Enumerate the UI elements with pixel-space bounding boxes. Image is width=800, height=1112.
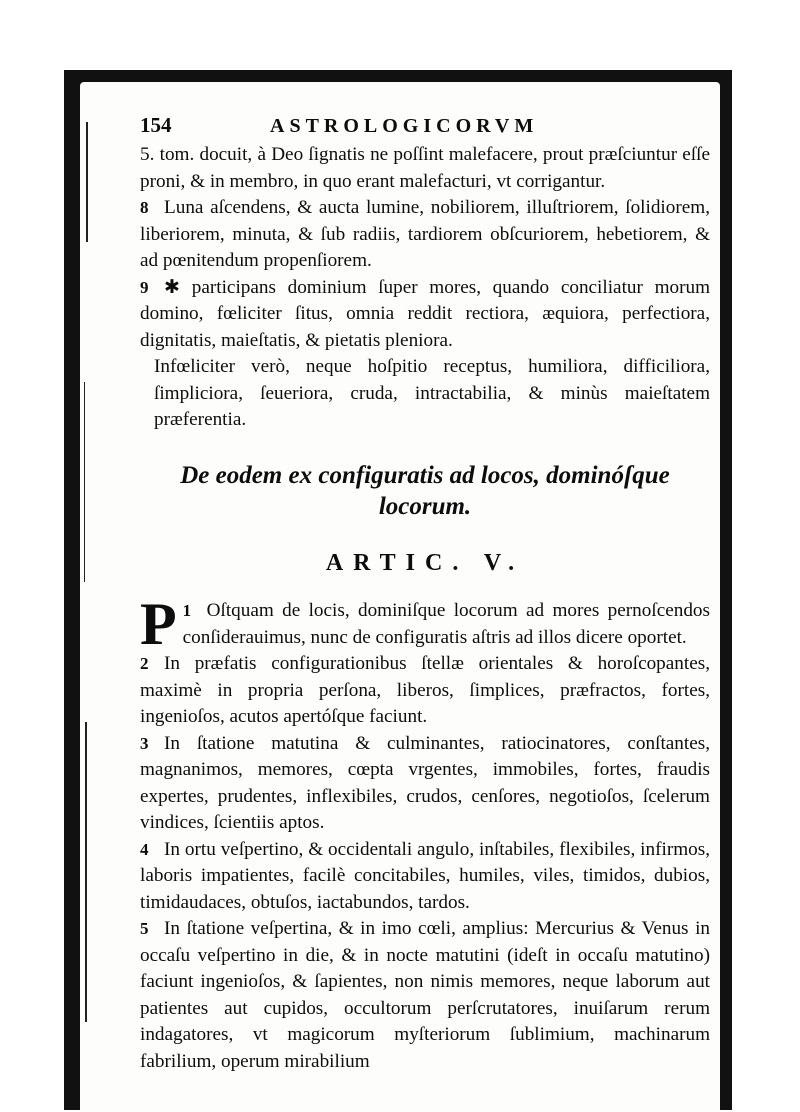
- page-content: [140, 112, 710, 1102]
- paragraph-text: In ſtatione matutina & culminantes, ratiocinatores, conſtantes, magnanimos, memores, cœpta vrgentes, immobiles, fortes, fraudis expertes, prudentes, inflexibiles, crudos, cenſores, negotioſos, ſcelerum vindices, ſcientiis aptos.: [140, 732, 710, 833]
- paragraph-number: 2: [140, 654, 149, 673]
- paragraph-number: 1: [182, 601, 192, 620]
- paragraph-text: Oſtquam de locis, dominiſque locorum ad mores pernoſcendos conſiderauimus, nunc de configuratis aſtris ad illos dicere oportet.: [182, 600, 710, 648]
- paragraph: [140, 354, 710, 434]
- paragraph-text: Infœliciter verò, neque hoſpitio receptus, humiliora, difficiliora, ſimpliciora, ſeueriora, cruda, intractabilia, & minùs maieſtatem præferentia.: [154, 356, 710, 430]
- paragraph: [140, 195, 710, 275]
- page-edge-shadow: [85, 722, 87, 1022]
- paragraph-text: In ſtatione veſpertina, & in imo cœli, amplius: Mercurius & Venus in occaſu veſpertino in die, & in nocte matutini (ideſt in occaſu matutino) faciunt ingenioſos, & ſapientes, non nimis memores, neque laborum aut patientes aut cupidos, occultorum perſcrutatores, inuiſarum rerum indagatores, vt magicorum myſteriorum ſublimium, machinarum fabrilium, operum mirabilium: [140, 918, 710, 1072]
- drop-capital: P: [140, 591, 177, 657]
- paragraph: [140, 142, 710, 195]
- running-header: [140, 112, 710, 142]
- paragraph-text: 5. tom. docuit, à Deo ſignatis ne poſſint malefacere, prout præſciuntur eſſe proni, & in membro, in quo erant malefacturi, vt corrigantur.: [140, 144, 710, 192]
- paragraph-text: ✱ participans dominium ſuper mores, quando conciliatur morum domino, fœliciter ſitus, omnia reddit rectiora, æquiora, perfectiora, dignitatis, maieſtatis, & pietatis pleniora.: [140, 276, 710, 351]
- paragraph: [140, 837, 710, 917]
- top-paragraphs: [140, 142, 710, 434]
- running-title: ASTROLOGICORVM: [270, 115, 539, 137]
- article-heading: ARTIC. V.: [325, 549, 525, 576]
- paragraph-number: 4: [140, 839, 149, 859]
- book-page: [80, 82, 720, 1112]
- paragraph-number: 8: [140, 198, 149, 217]
- paragraph-text: Luna aſcendens, & aucta lumine, nobiliorem, illuſtriorem, ſolidiorem, liberiorem, minuta, & ſub radiis, tardiorem obſcuriorem, hebetiorem, & ad pœnitendum propenſiorem.: [140, 197, 710, 271]
- section-title: De eodem ex configuratis ad locos, dominóſque locorum.: [180, 461, 670, 520]
- paragraph-text: In ortu veſpertino, & occidentali angulo, inſtabiles, flexibiles, infirmos, laboris impatientes, facilè concitabiles, humiles, viles, timidos, dubios, timidaudaces, obtuſos, iactabundos, tardos.: [140, 838, 710, 913]
- paragraph: [140, 651, 710, 731]
- page-edge-shadow: [84, 382, 85, 582]
- paragraph-text: In præfatis configurationibus ſtellæ orientales & horoſcopantes, maximè in propria perſona, liberos, ſimplices, præfractos, fortes, ingenioſos, acutos apertóſque faciunt.: [140, 653, 710, 727]
- paragraph-number: 5: [140, 919, 149, 938]
- first-paragraph: [140, 591, 710, 657]
- ink-speck: [68, 982, 73, 987]
- paragraph: [140, 731, 710, 837]
- paragraph: [140, 916, 710, 1075]
- paragraph-number: 9: [140, 277, 149, 297]
- paragraph-number: 3: [140, 733, 149, 753]
- paragraph: [140, 275, 710, 355]
- page-number: 154: [140, 113, 172, 137]
- page-edge-shadow: [86, 122, 88, 242]
